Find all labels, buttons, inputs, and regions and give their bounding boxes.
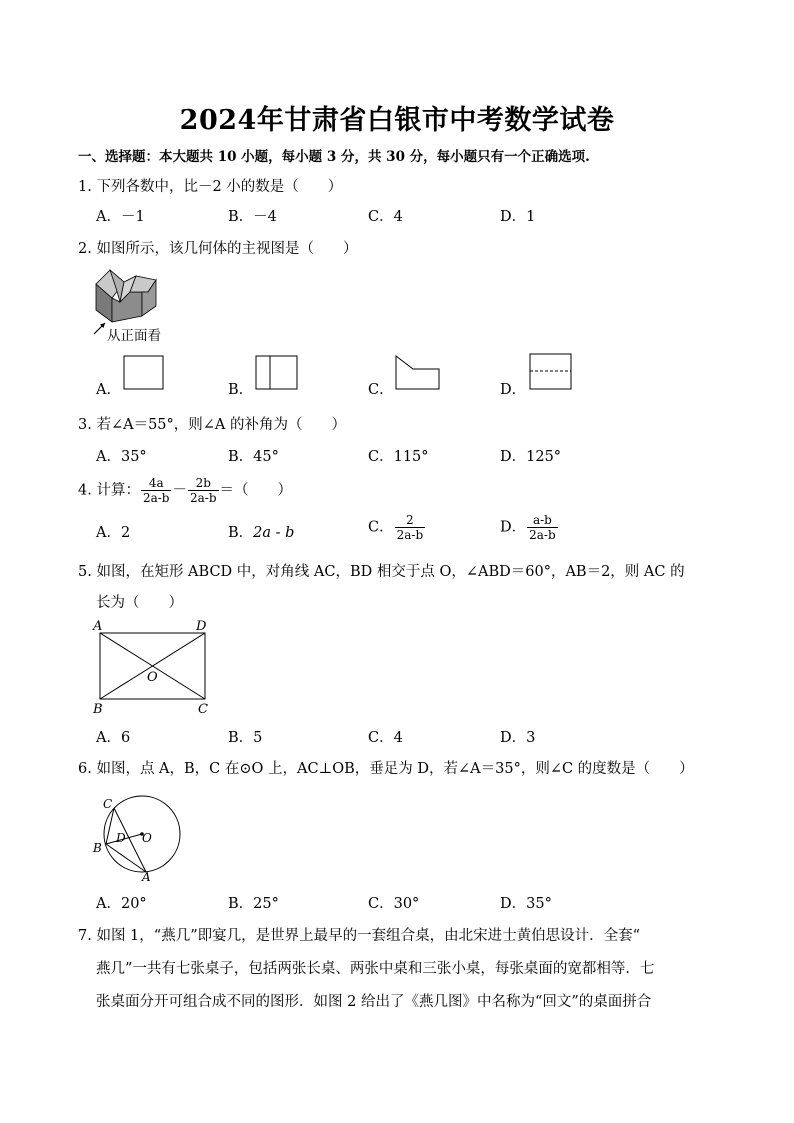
q6-option-b: B．25°: [228, 896, 279, 912]
q2-option-c-figure: [395, 355, 441, 391]
q4-option-c-prefix: C．: [368, 519, 394, 536]
q4-optc-denominator: 2a-b: [396, 528, 424, 542]
question-3-stem: 3. 若∠A＝55°，则∠A 的补角为（ ）: [78, 417, 346, 433]
q6-label-d: D: [116, 831, 126, 845]
question-2-stem: 2. 如图所示，该几何体的主视图是（ ）: [78, 241, 358, 257]
q4-option-b-expr: 2a - b: [253, 525, 295, 541]
q1-option-b: B．－4: [228, 209, 277, 225]
q5-option-a: A．6: [96, 730, 131, 746]
q2-option-d-figure: [529, 353, 573, 391]
q4-option-b-prefix: B．: [228, 525, 254, 541]
q2-option-a-letter: A．: [96, 382, 121, 398]
question-7-line-1: 7. 如图 1，“燕几”即宴几，是世界上最早的一套组合桌，由北宋进士黄伯思设计．全套“: [78, 928, 641, 944]
q2-option-c-letter: C．: [368, 382, 394, 398]
q5-label-d: D: [196, 619, 207, 634]
q4-option-b: [228, 521, 294, 542]
q4-option-c-fraction: [395, 513, 426, 542]
q2-option-d-letter: D．: [500, 382, 527, 398]
q4-frac2-denominator: 2a-b: [189, 491, 217, 505]
q4-option-d-fraction: [527, 513, 558, 542]
q4-frac2-numerator: 2b: [188, 476, 219, 491]
q1-option-d: D．1: [500, 209, 536, 225]
q4-frac1-denominator: 2a-b: [142, 491, 170, 505]
q2-option-b-letter: B．: [228, 382, 254, 398]
section-heading: 一、选择题：本大题共 10 小题，每小题 3 分，共 30 分，每小题只有一个正确选项.: [78, 149, 590, 165]
q6-label-b: B: [93, 841, 102, 855]
question-7-line-3: 张桌面分开可组合成不同的图形．如图 2 给出了《燕几图》中名称为“回文”的桌面拼合: [96, 994, 652, 1010]
question-6-stem: 6. 如图，点 A，B，C 在⊙O 上，AC⊥OB，垂足为 D，若∠A＝35°，则∠C 的度数是（ ）: [78, 761, 694, 777]
question-5-stem-line-2: 长为（ ）: [96, 595, 183, 611]
q4-option-d-prefix: D．: [500, 519, 527, 536]
q4-option-c: [368, 513, 426, 542]
q4-frac1-numerator: 4a: [141, 476, 172, 491]
q3-option-c: C．115°: [368, 449, 429, 465]
q4-option-a: A．2: [96, 525, 131, 541]
q6-label-c: C: [103, 797, 113, 811]
q2-solid-figure: [90, 262, 160, 324]
question-1-stem: 1. 下列各数中，比－2 小的数是（ ）: [78, 179, 343, 195]
question-7-line-2: 燕几”一共有七张桌子，包括两张长桌、两张中桌和三张小桌，每张桌面的宽都相等．七: [96, 961, 655, 977]
q6-label-o: O: [142, 831, 152, 845]
q3-option-d: D．125°: [500, 449, 562, 465]
q4-optd-numerator: a-b: [527, 513, 558, 528]
q6-option-c: C．30°: [368, 896, 420, 912]
q1-option-a: A．－1: [96, 209, 145, 225]
q6-option-d: D．35°: [500, 896, 552, 912]
q4-minus: －: [172, 482, 187, 499]
q3-option-b: B．45°: [228, 449, 279, 465]
q3-option-a: A．35°: [96, 449, 147, 465]
q5-label-a: A: [93, 619, 103, 634]
q2-view-label: 从正面看: [107, 328, 161, 344]
question-5-stem-line-1: 5. 如图，在矩形 ABCD 中，对角线 AC，BD 相交于点 O，∠ABD＝60°，AB＝2，则 AC 的: [78, 564, 685, 580]
q4-stem-prefix: 4. 计算：: [78, 482, 140, 499]
q5-option-b: B．5: [228, 730, 263, 746]
q4-stem-suffix: ＝（ ）: [219, 482, 293, 499]
q5-label-b: B: [93, 702, 103, 717]
q6-option-a: A．20°: [96, 896, 147, 912]
q4-option-d: [500, 513, 559, 542]
q5-label-o: O: [147, 670, 158, 685]
arrow-icon: [92, 320, 108, 336]
exam-title: 2024年甘肃省白银市中考数学试卷: [179, 105, 615, 136]
q2-option-a-figure: [123, 355, 165, 391]
q6-label-a: A: [142, 870, 151, 882]
q5-label-c: C: [198, 702, 208, 717]
q5-rectangle-figure: [90, 617, 216, 717]
q4-fraction-2: [188, 476, 219, 505]
q5-option-c: C．4: [368, 730, 403, 746]
q4-optd-denominator: 2a-b: [529, 528, 556, 542]
q4-optc-numerator: 2: [395, 513, 426, 528]
q2-option-b-figure: [255, 355, 299, 391]
q6-circle-figure: [90, 788, 186, 882]
question-4-stem: [78, 476, 292, 505]
q1-option-c: C．4: [368, 209, 403, 225]
q4-fraction-1: [141, 476, 172, 505]
q5-option-d: D．3: [500, 730, 536, 746]
